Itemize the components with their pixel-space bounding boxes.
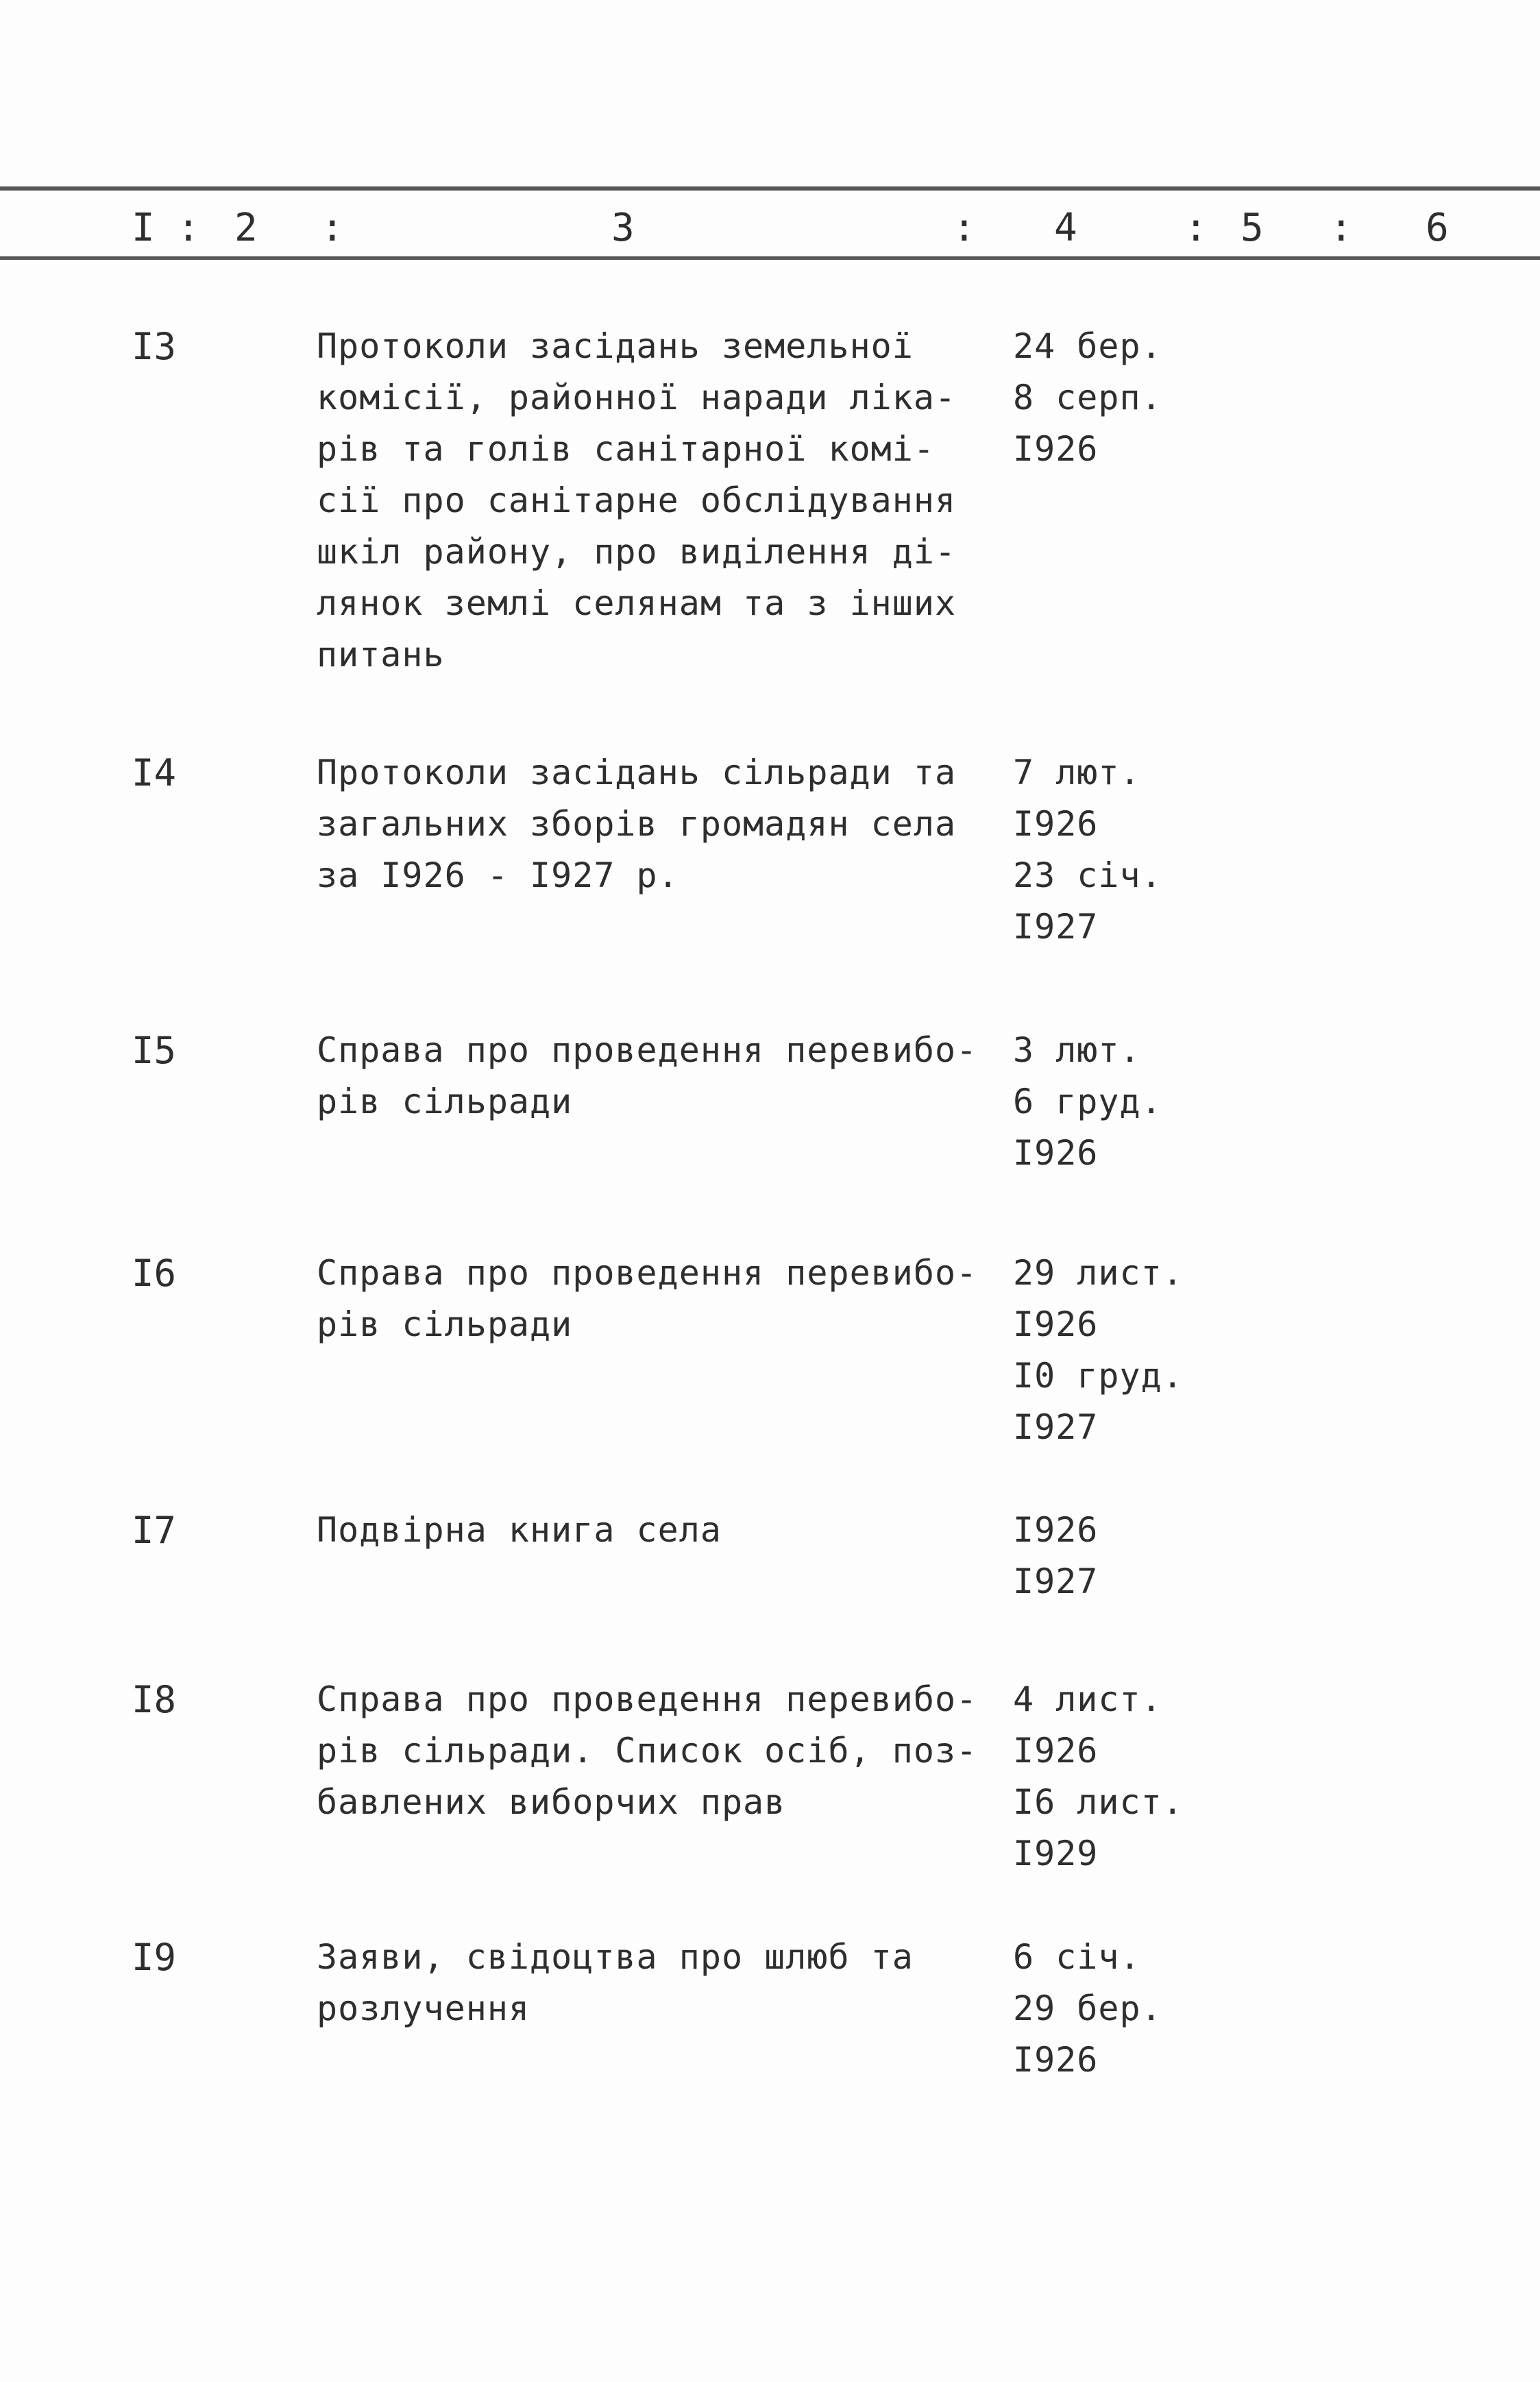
row-description [317,747,975,901]
column-header-6: 6 [1426,206,1449,250]
description-line: рів сільради [317,1082,573,1121]
date-line: 3 лют. [1013,1030,1141,1070]
date-line: I926 [1013,1731,1099,1771]
column-header-4: 4 [1054,206,1077,250]
date-line: 29 бер. [1013,1989,1162,2028]
description-line: Справа про проведення перевибо- [317,1030,978,1070]
date-line: I6 лист. [1013,1782,1184,1822]
row-dates [1013,1025,1301,1179]
column-header-1: I [132,206,155,250]
row-dates [1013,1505,1301,1607]
column-separator: : [1330,206,1353,250]
row-description [317,1932,975,2034]
date-line: I926 [1013,1133,1099,1173]
date-line: 8 серп. [1013,378,1162,417]
date-line: I0 груд. [1013,1356,1184,1396]
date-line: I927 [1013,907,1099,947]
row-number: I4 [132,751,177,794]
row-number: I7 [132,1509,177,1552]
row-number: I5 [132,1029,177,1072]
row-number: I8 [132,1678,177,1721]
description-line: загальних зборів громадян села [317,804,957,844]
row-description [317,1025,978,1128]
row-description [317,1505,975,1556]
row-description [317,321,975,681]
column-separator: : [321,206,344,250]
date-line: 4 лист. [1013,1679,1162,1719]
date-line: I927 [1013,1561,1099,1601]
column-separator: : [177,206,200,250]
column-header-2: 2 [234,206,258,250]
row-dates [1013,1248,1301,1453]
description-line: лянок землі селянам та з інших [317,583,957,623]
description-line: Протоколи засідань земельної [317,326,914,366]
description-line: за I926 - I927 р. [317,855,679,895]
date-line: I926 [1013,429,1099,469]
date-line: 24 бер. [1013,326,1162,366]
date-line: 29 лист. [1013,1253,1184,1293]
date-line: I926 [1013,1510,1099,1550]
description-line: рів сільради. Список осіб, поз- [317,1731,978,1771]
description-line: рів сільради [317,1304,573,1344]
date-line: 6 січ. [1013,1937,1141,1977]
column-header-5: 5 [1240,206,1264,250]
date-line: I926 [1013,1304,1099,1344]
row-dates [1013,747,1301,953]
row-number: I3 [132,325,177,368]
description-line: Заяви, свідоцтва про шлюб та [317,1937,914,1977]
row-description [317,1674,978,1828]
description-line: бавлених виборчих прав [317,1782,786,1822]
description-line: Справа про проведення перевибо- [317,1253,978,1293]
row-number: I9 [132,1936,177,1979]
column-separator: : [1184,206,1208,250]
row-dates [1013,1932,1301,2086]
description-line: сії про санітарне обслідування [317,481,957,520]
header-bottom-rule [0,256,1540,260]
date-line: 7 лют. [1013,753,1141,792]
description-line: Подвірна книга села [317,1510,722,1550]
description-line: рів та голів санітарної комі- [317,429,935,469]
description-line: Протоколи засідань сільради та [317,753,957,792]
date-line: 23 січ. [1013,855,1162,895]
description-line: Справа про проведення перевибо- [317,1679,978,1719]
date-line: I929 [1013,1834,1099,1873]
date-line: I927 [1013,1407,1099,1447]
description-line: комісії, районної наради ліка- [317,378,957,417]
row-number: I6 [132,1252,177,1295]
column-header-3: 3 [611,206,635,250]
row-description [317,1248,978,1350]
date-line: I926 [1013,2040,1099,2080]
header-top-rule [0,186,1540,191]
column-separator: : [953,206,976,250]
description-line: шкіл району, про виділення ді- [317,532,957,572]
date-line: 6 груд. [1013,1082,1162,1121]
row-dates [1013,321,1301,475]
row-dates [1013,1674,1301,1880]
date-line: I926 [1013,804,1099,844]
description-line: питань [317,635,445,675]
description-line: розлучення [317,1989,530,2028]
